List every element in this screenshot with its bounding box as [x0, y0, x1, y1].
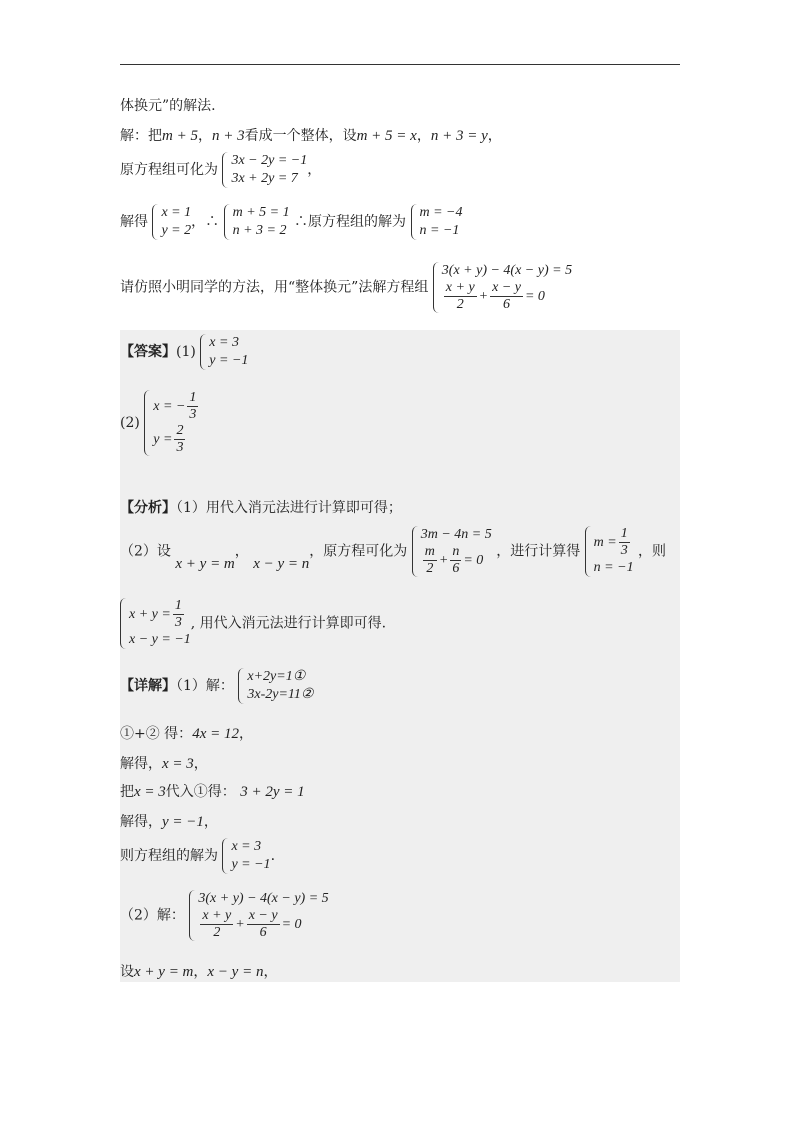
analysis-label: 【分析】 — [120, 500, 176, 516]
paragraph-substitution: 解：把m + 5，n + 3看成一个整体，设m + 5 = x，n + 3 = y， — [120, 128, 502, 144]
analysis-part3: x + y = $\frac{1}{3}$ x − y = −1 , 用代入消元法进行计算即可得. — [120, 598, 386, 649]
detail-step-set: 设x + y = m，x − y = n， — [120, 964, 278, 980]
detail-part1: 【详解】（1）解： x+2y=1① 3x-2y=11② — [120, 669, 314, 702]
detail-step-result: 则方程组的解为 x = 3 y = −1 . — [120, 839, 276, 872]
task-equation-system: 3(x + y) − 4(x − y) = 5 $\frac{x + y}{2}$ + $\frac{x - y}{6}$ = 0 — [433, 262, 572, 313]
analysis-mn-system: 3m − 4n = 5 $\frac{m}{2}$ + $\frac{n}{6}$ = 0 — [412, 526, 492, 577]
solution-system-mn-sub: m + 5 = 1 n + 3 = 2 — [224, 204, 290, 240]
solution-system-xy: x = 1 y = 2 — [152, 204, 191, 240]
header-rule — [120, 64, 680, 65]
paragraph-intro: 体换元”的解法. — [120, 98, 216, 114]
analysis-part1: 【分析】（1）用代入消元法进行计算即可得； — [120, 500, 402, 516]
answer1-system: x = 3 y = −1 — [200, 334, 248, 370]
answer-panel — [120, 330, 680, 982]
detail-part2-system: 3(x + y) − 4(x − y) = 5 $\frac{x + y}{2}$ + $\frac{x - y}{6}$ = 0 — [189, 890, 328, 941]
equation-system: 3x − 2y = −1 3x + 2y = 7 — [222, 152, 307, 188]
detail-step-substitute: 把x = 3代入①得： 3 + 2y = 1 — [120, 784, 305, 800]
detail-system: x+2y=1① 3x-2y=11② — [238, 668, 313, 704]
detail-step-y: 解得，y = −1， — [120, 814, 218, 830]
analysis-part2: （2）设 x + y = m， x − y = n，原方程可化为 3m − 4n = 5 $\frac{m}{2}$ + $\frac{n}{6}$ = 0 ，进行计算得 m = $\frac{1}{3}$ n = −1 ，则 — [120, 526, 667, 576]
paragraph-task: 请仿照小明同学的方法，用“整体换元”法解方程组 3(x + y) − 4(x − y) = 5 $\frac{x + y}{2}$ + $\frac{x - y}{6}$ = 0 — [120, 263, 573, 312]
paragraph-transformed-system: 原方程组可化为 3x − 2y = −1 3x + 2y = 7 ， — [120, 153, 322, 186]
answer2-system: x = − $\frac{1}{3}$ y = $\frac{2}{3}$ — [144, 390, 200, 456]
analysis-xy-system: x + y = $\frac{1}{3}$ x − y = −1 — [120, 598, 191, 649]
detail-step-add: ①+② 得：4x = 12， — [120, 726, 253, 742]
detail-step-x: 解得，x = 3， — [120, 756, 208, 772]
answer-label: 【答案】 — [120, 344, 176, 360]
detail-part2: （2）解： 3(x + y) − 4(x − y) = 5 $\frac{x + y}{2}$ + $\frac{x - y}{6}$ = 0 — [120, 891, 329, 940]
paragraph-solution: 解得 x = 1 y = 2 ，∴ m + 5 = 1 n + 3 = 2 ∴原方程组的解为 m = −4 n = −1 — [120, 205, 463, 238]
solution-system-mn: m = −4 n = −1 — [411, 204, 463, 240]
analysis-result-system: m = $\frac{1}{3}$ n = −1 — [585, 526, 634, 577]
detail-label: 【详解】 — [120, 678, 176, 694]
answer-part2: (2) x = − $\frac{1}{3}$ y = $\frac{2}{3}$ — [120, 390, 200, 456]
detail-result-system: x = 3 y = −1 — [222, 838, 270, 874]
answer-part1: 【答案】(1) x = 3 y = −1 — [120, 335, 249, 368]
